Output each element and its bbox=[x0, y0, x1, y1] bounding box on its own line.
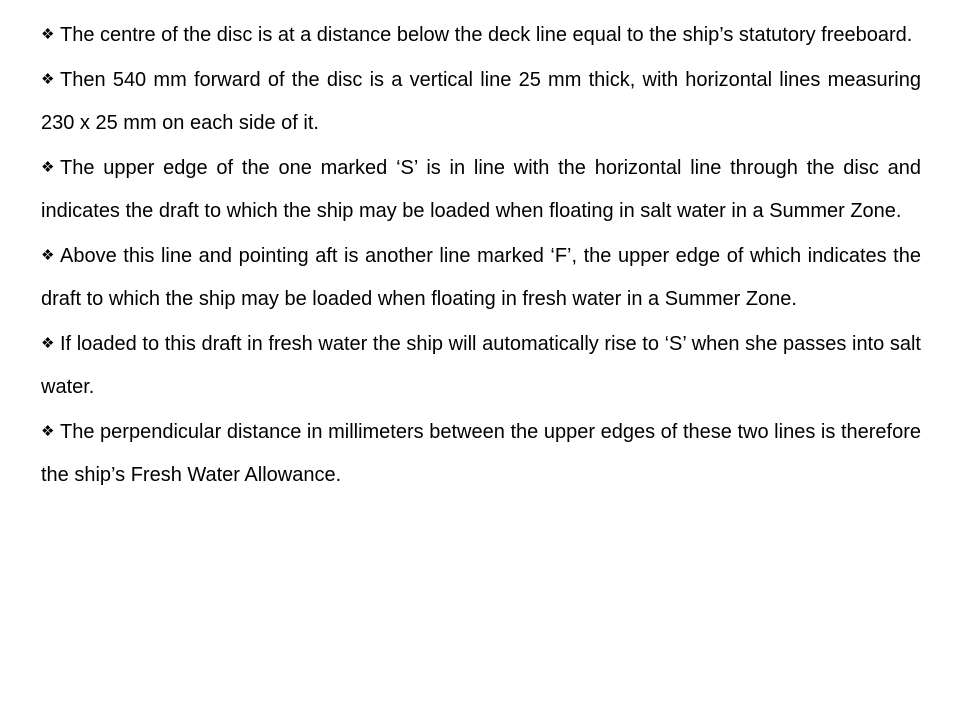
bullet-item-vertical-line bbox=[41, 58, 921, 146]
bullet-text: Above this line and pointing aft is another line marked ‘F’, the upper edge of which indicates the draft to which the ship may be loaded when floating in fresh water in a Summer Zone. bbox=[41, 244, 921, 310]
diamond-bullet-icon: ❖ bbox=[41, 334, 55, 352]
bullet-text: The centre of the disc is at a distance below the deck line equal to the ship’s statutory freeboard. bbox=[60, 24, 913, 46]
bullet-item-fresh-water-rise bbox=[41, 322, 921, 410]
bullet-text: If loaded to this draft in fresh water the ship will automatically rise to ‘S’ when she passes into salt water. bbox=[41, 332, 921, 398]
bullet-text: Then 540 mm forward of the disc is a vertical line 25 mm thick, with horizontal lines measuring 230 x 25 mm on each side of it. bbox=[41, 68, 921, 134]
diamond-bullet-icon: ❖ bbox=[41, 246, 55, 264]
diamond-bullet-icon: ❖ bbox=[41, 26, 55, 43]
diamond-bullet-icon: ❖ bbox=[41, 70, 55, 88]
diamond-bullet-icon: ❖ bbox=[41, 422, 55, 440]
bullet-item-s-line bbox=[41, 146, 921, 234]
bullet-list bbox=[41, 13, 921, 498]
bullet-item-disc-centre bbox=[41, 13, 921, 58]
diamond-bullet-icon: ❖ bbox=[41, 158, 55, 176]
bullet-text: The upper edge of the one marked ‘S’ is in line with the horizontal line through the disc and indicates the draft to which the ship may be loaded when floating in salt water in a Summer Zone. bbox=[41, 156, 921, 222]
bullet-text: The perpendicular distance in millimeters between the upper edges of these two lines is therefore the ship’s Fresh Water Allowance. bbox=[41, 420, 921, 486]
bullet-item-fwa bbox=[41, 410, 921, 498]
bullet-item-f-line bbox=[41, 234, 921, 322]
